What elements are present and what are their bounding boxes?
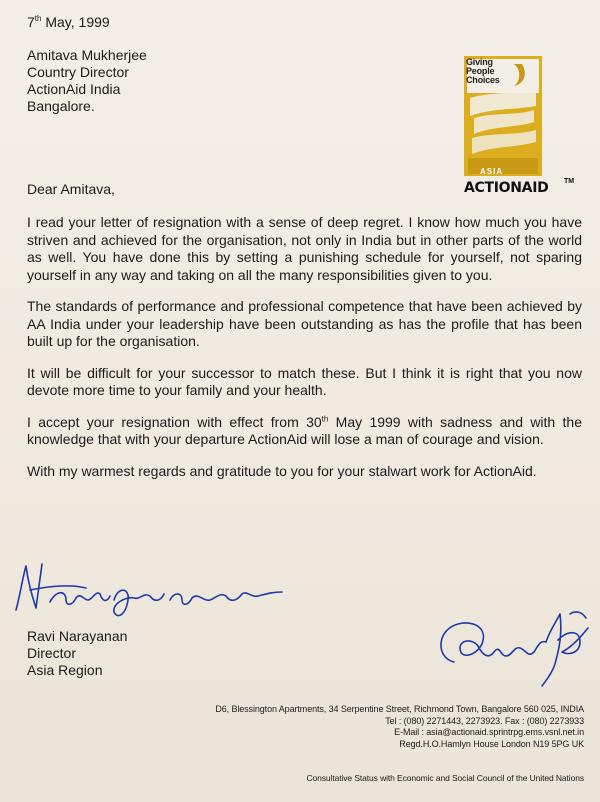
footer-registered-office: Regd.H.O.Hamlyn House London N19 5PG UK bbox=[399, 738, 584, 749]
recipient-name: Amitava Mukherjee bbox=[27, 47, 147, 63]
recipient-city: Bangalore. bbox=[27, 98, 95, 114]
signatory-block bbox=[27, 628, 127, 679]
logo-wordmark: ACTIONAID bbox=[464, 180, 549, 196]
footer-email: E-Mail : asia@actionaid.sprintrpg.ems.vsnl.net.in bbox=[394, 727, 584, 737]
recipient-organisation: ActionAid India bbox=[27, 81, 121, 97]
paragraph-1: I read your letter of resignation with a sense of deep regret. I know how much you have striven and achieved for the organisation, not only in India but in other parts of the world as well. You have done this by setting a punishing schedule for yourself, not sparing yourself in any way and taking on all the many responsibilities given to you. bbox=[27, 214, 582, 283]
consultative-status: Consultative Status with Economic and Social Council of the United Nations bbox=[306, 773, 584, 783]
footer-phone: Tel : (080) 2271443, 2273923. Fax : (080) 2273933 bbox=[385, 715, 584, 726]
footer-address bbox=[160, 704, 584, 750]
paragraph-4: I accept your resignation with effect from 30th May 1999 with sadness and with the knowledge that with your departure ActionAid will lose a man of courage and vision. bbox=[27, 413, 583, 447]
actionaid-logo bbox=[458, 56, 598, 202]
signatory-region: Asia Region bbox=[27, 662, 103, 678]
recipient-title: Country Director bbox=[27, 64, 129, 80]
signatory-name: Ravi Narayanan bbox=[27, 628, 128, 644]
salutation: Dear Amitava, bbox=[27, 181, 115, 197]
signature-mukherjee bbox=[430, 600, 595, 692]
recipient-address bbox=[27, 47, 147, 115]
logo-trademark: TM bbox=[564, 178, 575, 185]
closing-paragraph: With my warmest regards and gratitude to you for your stalwart work for ActionAid. bbox=[27, 462, 537, 479]
letter-body bbox=[27, 214, 582, 494]
footer-street: D6, Blessington Apartments, 34 Serpentine Street, Richmond Town, Bangalore 560 025, INDIA bbox=[215, 704, 584, 714]
signature-narayanan bbox=[10, 556, 290, 626]
logo-tagline: Giving People Choices bbox=[466, 57, 500, 85]
paragraph-2: The standards of performance and professional competence that have been achieved by AA India under your leadership have been outstanding as has the profile that has been built up for the organisation. bbox=[27, 298, 582, 349]
letter-date: 7th May, 1999 bbox=[27, 14, 110, 30]
signatory-title: Director bbox=[27, 645, 77, 661]
paragraph-3: It will be difficult for your successor to match these. But I think it is right that you now devote more time to your family and your health. bbox=[27, 364, 582, 398]
logo-region: ASIA bbox=[480, 167, 504, 176]
